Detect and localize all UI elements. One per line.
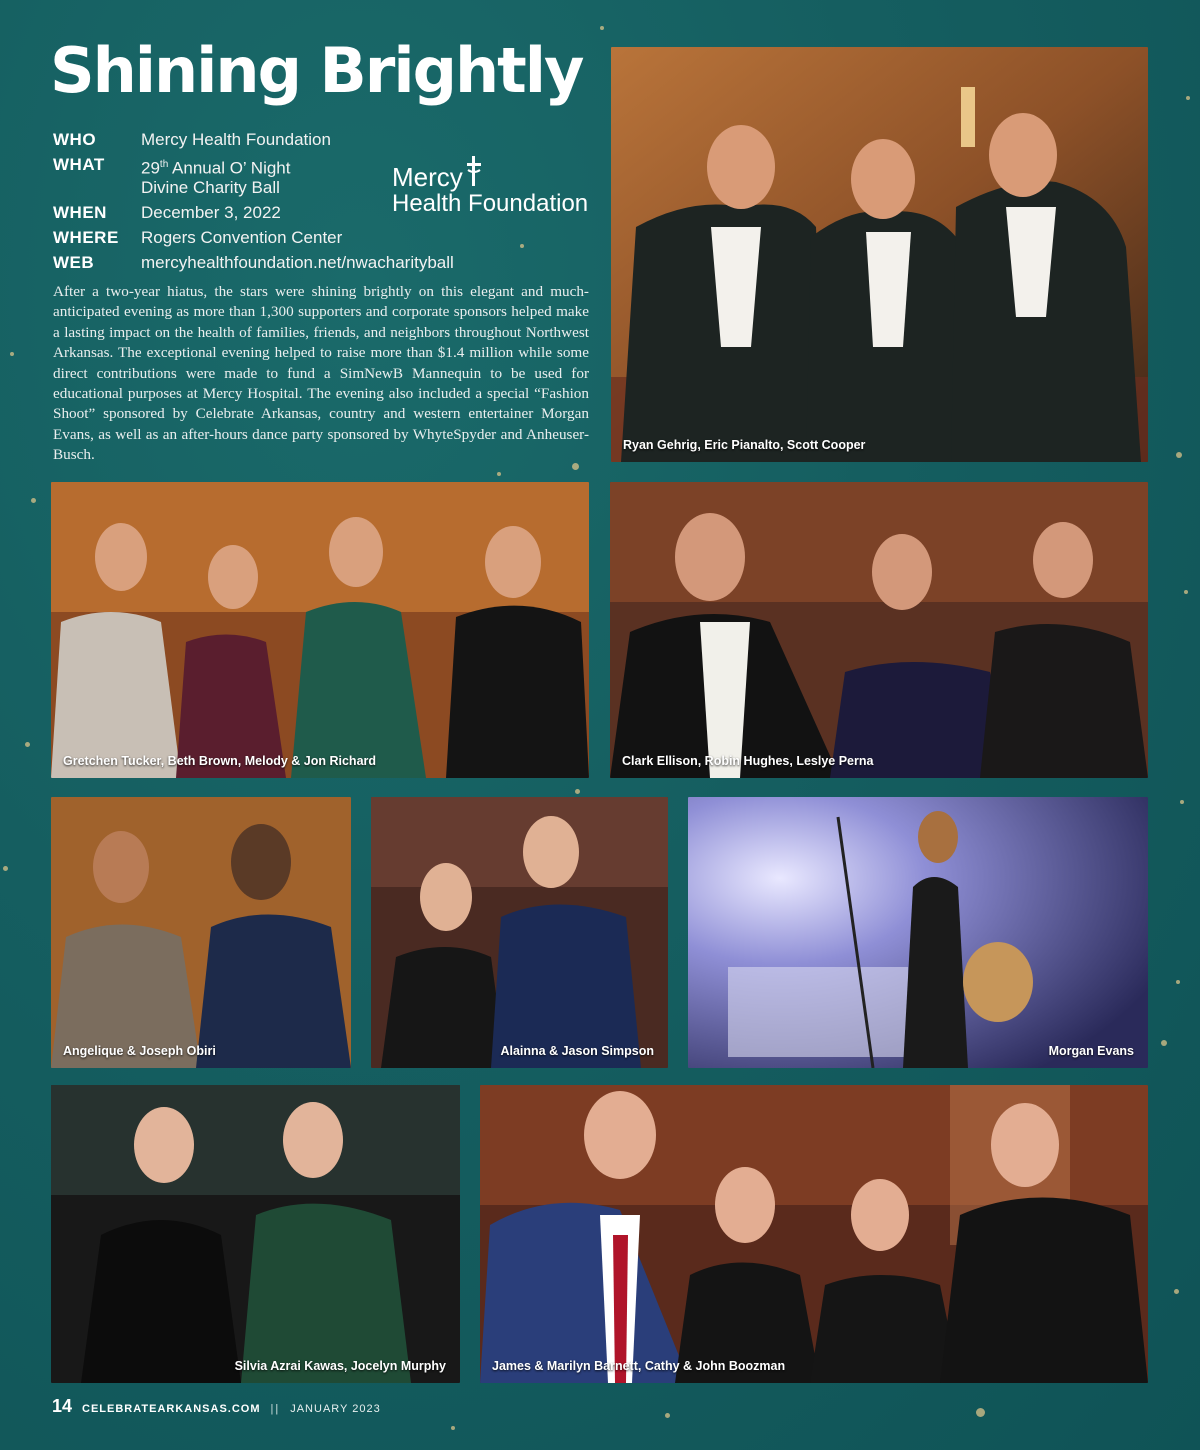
intro-paragraph: After a two-year hiatus, the stars were shining brightly on this elegant and much-anticipated evening as more than 1,300 supporters and corporate sponsors helped make a lasting impact on the health of families, friends, and neighbors throughout Northwest Arkansas. The exceptional evening helped to raise more than $1.4 million while some direct contributions were made to fund a SimNewB Mannequin to be used for educational purposes at Mercy Hospital. The evening also included a special “Fashion Shoot” sponsored by Celebrate Arkansas, country and western entertainer Morgan Evans, as well as an after-hours dance party sponsored by WhyteSpyder and Anheuser-Busch. — [53, 283, 589, 464]
photo-clark-robin-leslye — [610, 482, 1148, 778]
mercy-health-foundation-logo: Mercy Health Foundation — [392, 160, 588, 216]
photo-alainna-jason — [371, 797, 668, 1068]
fact-label: WEB — [53, 252, 95, 272]
photo-caption: Morgan Evans — [1048, 1044, 1134, 1058]
footer-separator: || — [270, 1403, 281, 1415]
fact-who — [53, 130, 454, 149]
fact-value: 29th Annual O’ Night Divine Charity Ball — [141, 158, 291, 197]
photo-ryan-eric-scott — [611, 47, 1148, 462]
photo-silvia-jocelyn — [51, 1085, 460, 1383]
page-title: Shining Brightly — [50, 34, 583, 107]
photo-caption: James & Marilyn Barnett, Cathy & John Boozman — [492, 1359, 786, 1373]
photo-barnett-boozman — [480, 1085, 1148, 1383]
photo-caption: Alainna & Jason Simpson — [500, 1044, 654, 1058]
fact-value: Mercy Health Foundation — [141, 130, 331, 149]
page-footer — [52, 1396, 381, 1417]
fact-value: December 3, 2022 — [141, 202, 281, 222]
fact-web — [53, 253, 454, 272]
fact-web-link[interactable]: mercyhealthfoundation.net/nwacharityball — [141, 252, 454, 272]
cross-icon — [465, 156, 483, 186]
photo-morgan-evans — [688, 797, 1148, 1068]
fact-label: WHEN — [53, 202, 107, 222]
photo-caption: Gretchen Tucker, Beth Brown, Melody & Jon Richard — [63, 754, 377, 768]
fact-where — [53, 228, 454, 247]
fact-value: Rogers Convention Center — [141, 227, 343, 247]
photo-angelique-joseph — [51, 797, 351, 1068]
fact-label: WHO — [53, 130, 97, 149]
photo-caption: Silvia Azrai Kawas, Jocelyn Murphy — [234, 1359, 446, 1373]
photo-caption: Clark Ellison, Robin Hughes, Leslye Perna — [622, 754, 874, 768]
photo-gretchen-beth-melody-jon — [51, 482, 589, 778]
issue-date: JANUARY 2023 — [290, 1403, 381, 1415]
site-name: CELEBRATEARKANSAS.COM — [82, 1403, 261, 1415]
page-number: 14 — [52, 1396, 73, 1416]
photo-caption: Ryan Gehrig, Eric Pianalto, Scott Cooper — [623, 438, 866, 452]
photo-caption: Angelique & Joseph Obiri — [63, 1044, 216, 1058]
fact-label: WHERE — [53, 227, 119, 247]
fact-label: WHAT — [53, 155, 105, 174]
